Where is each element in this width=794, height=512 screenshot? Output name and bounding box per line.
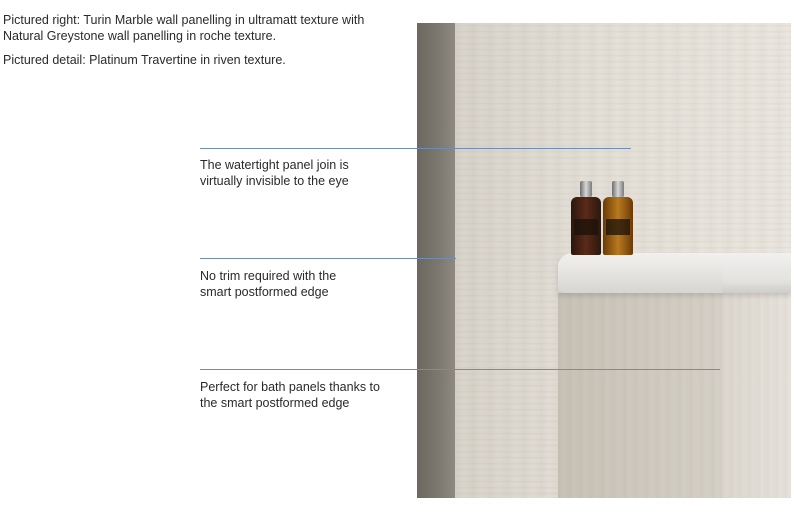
callout-no-trim-line1: No trim required with the [200, 269, 337, 283]
caption-pictured-right: Pictured right: Turin Marble wall panelling in ultramatt texture with Natural Greystone wall panelling in roche texture. [3, 13, 365, 43]
leader-line-no-trim [200, 258, 456, 259]
wall-recess [417, 23, 455, 498]
amber-bottle [603, 197, 633, 255]
callout-panel-join-line1: The watertight panel join is [200, 158, 349, 172]
callout-bath-panels-line1: Perfect for bath panels thanks to [200, 380, 380, 394]
dark-bottle [571, 197, 601, 255]
callout-panel-join-line2: virtually invisible to the eye [200, 174, 349, 188]
bath-postformed-edge [558, 263, 722, 293]
callout-bath-panels [200, 379, 380, 411]
bath-side-panel [558, 278, 722, 498]
callout-no-trim-line2: smart postformed edge [200, 285, 329, 299]
leader-line-panel-join [200, 148, 631, 149]
callout-no-trim [200, 268, 336, 300]
caption-pictured-detail: Pictured detail: Platinum Travertine in riven texture. [3, 53, 286, 67]
leader-line-bath-panels [200, 369, 720, 370]
callout-bath-panels-line2: the smart postformed edge [200, 396, 350, 410]
caption-block [3, 12, 403, 76]
callout-panel-join [200, 157, 349, 189]
bathroom-photo [417, 23, 791, 498]
bath-front-panel [722, 293, 791, 498]
